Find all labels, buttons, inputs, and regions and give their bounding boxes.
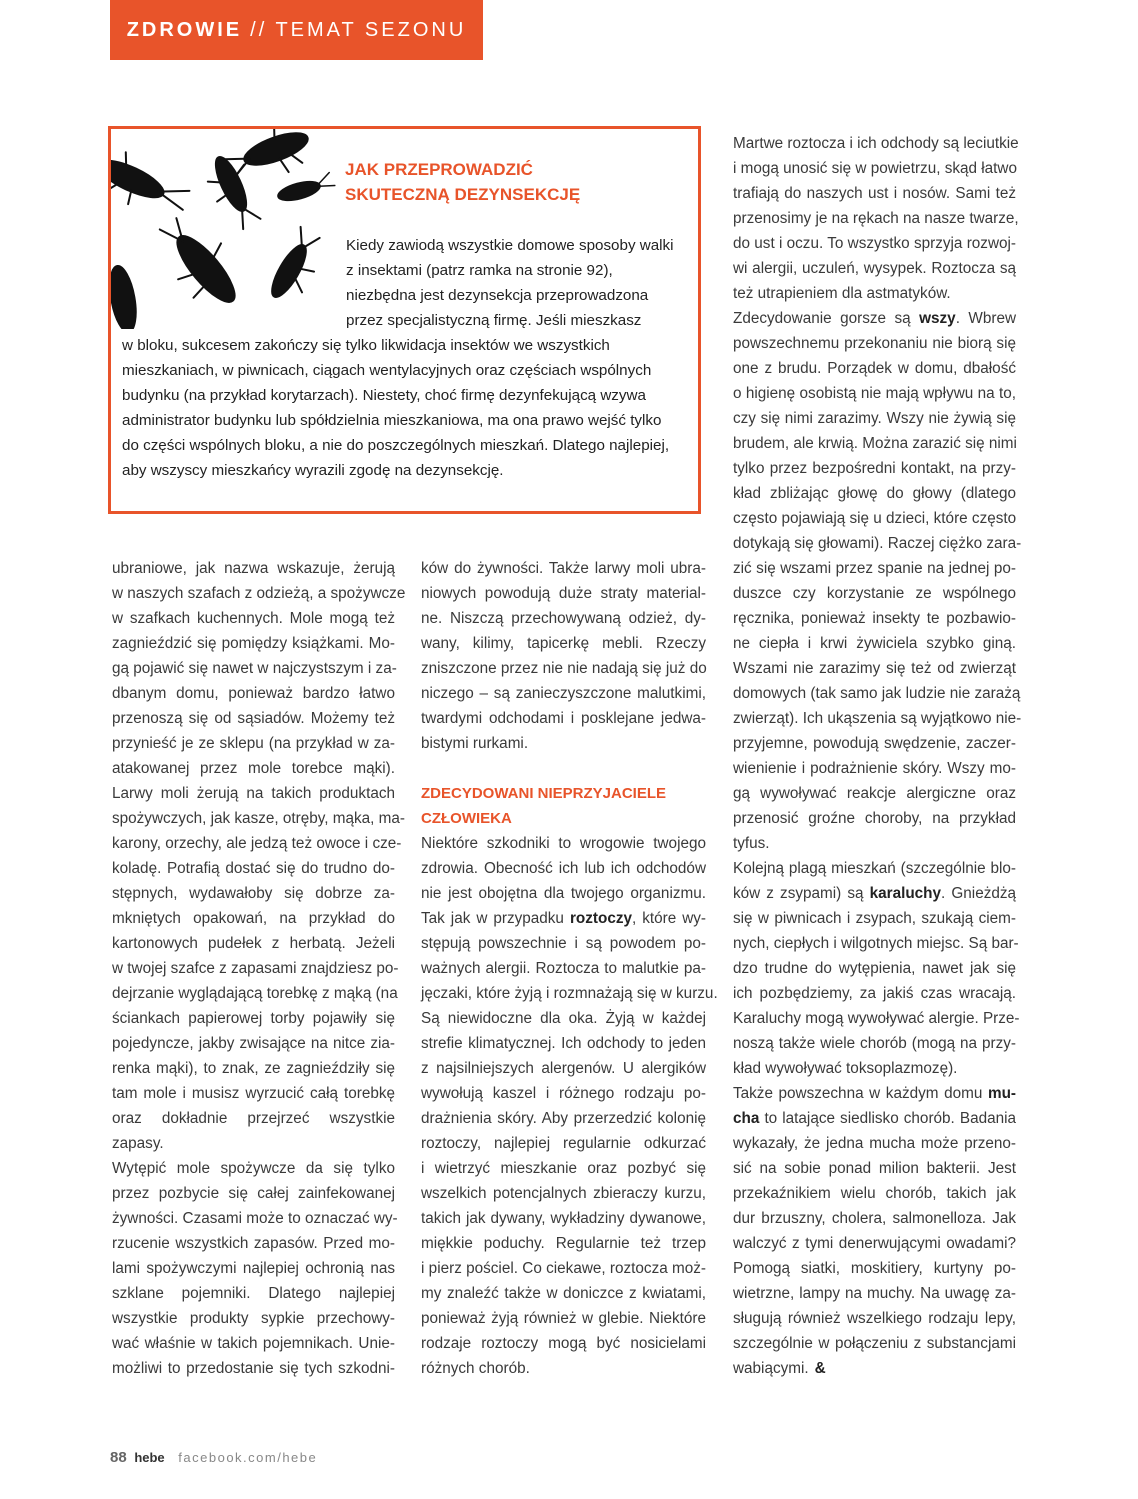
facebook-link[interactable]: facebook.com/hebe <box>178 1450 318 1465</box>
cockroach-icon <box>275 172 336 204</box>
cockroach-icon <box>111 144 195 226</box>
section-heading: ZDECYDOWANI NIEPRZYJACIELE <box>421 785 667 802</box>
box-text: Kiedy zawiodą wszystkie domowe sposoby walki z insektami (patrz ramka na stronie 92), niezbędna jest dezynsekcja przeprowadzona przez specjalistyczną firmę. Jeśli mieszkasz w bloku, sukcesem zakończy się tylko likwidacja insektów we wszystkich mieszkaniach, w piwnicach, ciągach wentylacyjnych oraz częściach wspólnych budynku (na przykład korytarzach). Niestety, choć firmę dezynfekującą wzywa administrator budynku lub spółdzielnia mieszkaniowa, ma ona prawo wejść tylko do części wspólnych bloku, a nie do poszczególnych mieszkań. Dlatego najlepiej, aby wszyscy mieszkańcy wyrazili zgodę na dezynsekcję. <box>122 237 674 479</box>
column-2: ków do żywności. Także larwy moli ubra- niowych powodują duże straty material- ne. Niszczą przechowywaną odzież, dy- wany, kilimy, tapicerkę mebli. Rzeczy zniszczone przez nie nie nadają się już do niczego – są zanieczyszczone malutkimi, twardymi odchodami i posklejane jedwa- bistymi rurkami. ZDECYDOWANI NIEPRZYJACIELE CZŁOWIEKA Niektóre szkodniki to wrogowie twojego zdrowia. Obecność ich lub ich odchodów nie jest obojętna dla twojego organizmu. Tak jak w przypadku roztoczy, które wy- stępują powszechnie i są powodem po- ważnych alergii. Roztocza to malutkie pa- jęczaki, które żyją i rozmnażają się w kurzu. Są niewidoczne dla oka. Żyją w każdej strefie klimatycznej. Ich odchody to jeden z najsilniejszych alergenów. U alergików wywołują kaszel i różnego rodzaju po- drażnienia skóry. Aby przerzedzić kolonię roztoczy, najlepiej regularnie odkurzać i wietrzyć mieszkanie oraz pozbyć się wszelkich potencjalnych zbieraczy kurzu, takich jak dywany, wykładziny dywanowe, miękkie poduchy. Regularnie też trzep i pierz pościel. Co ciekawe, roztocza moż- my znaleźć także w doniczce z kwiatami, ponieważ żyją również w glebie. Niektóre rodzaje roztoczy mogą być nosicielami różnych chorób. <box>421 560 718 1377</box>
section-topic: // TEMAT SEZONU <box>250 18 467 41</box>
end-mark-icon: & <box>814 1360 826 1377</box>
column-3: Martwe roztocza i ich odchody są leciutkie i mogą unosić się w powietrzu, skąd łatwo trafiają do naszych ust i nosów. Sami też przenosimy je na rękach na nasze twarze, do ust i oczu. To wszystko sprzyja rozwoj- wi alergii, uczuleń, wysypek. Roztocza są też utrapieniem dla astmatyków. Zdecydowanie gorsze są wszy. Wbrew powszechnemu przekonaniu nie biorą się one z brudu. Porządek w domu, dbałość o higienę osobistą nie mają wpływu na to, czy się nimi zarazimy. Wszy nie żywią się brudem, ale krwią. Można zarazić się nimi tylko przez bezpośredni kontakt, na przy- kład zbliżając głowę do głowy (dlatego często pojawiają się u dzieci, które często dotykają się głowami). Raczej ciężko zara- zić się wszami przez spanie na jednej po- duszce czy korzystanie ze wspólnego ręcznika, ponieważ insekty te pozbawio- ne ciepła i krwi żywiciela szybko giną. Wszami nie zarazimy się też od zwierząt domowych (tak samo jak ludzie nie zarażą zwierząt). Ich ukąszenia są wyjątkowo nie- przyjemne, powodują swędzenie, zaczer- wienienie i podrażnienie skóry. Wszy mo- gą wywoływać reakcje alergiczne oraz przenosić groźne choroby, na przykład tyfus. Kolejną plagą mieszkań (szczególnie blo- ków z zsypami) są karaluchy. Gnieżdżą się w piwnicach i zsypach, szukają ciem- nych, ciepłych i wilgotnych miejsc. Są bar- dzo trudne do wytępienia, nawet jak się ich pozbędziemy, za jakiś czas wracają. Karaluchy mogą wywoływać alergie. Prze- noszą także wiele chorób (mogą na przy- kład wywoływać toksoplazmozę). Także powszechna w każdym domu mu- cha to latające siedlisko chorób. Badania wykazały, że jedna mucha może przeno- sić na sobie ponad milion bakterii. Jest przekaźnikiem wielu chorób, takich jak dur brzuszny, cholera, salmonelloza. Jak walczyć z tymi denerwującymi owadami? Pomogą siatki, moskitiery, kurtyny po- wietrzne, lampy na muchy. Na uwagę za- sługują również wszelkiego rodzaju lepy, szczególnie w połączeniu z substancjami wabiącymi. & <box>733 131 1016 1381</box>
brand-logo: hebe <box>134 1450 165 1465</box>
section-tag <box>110 0 483 60</box>
column-1: ubraniowe, jak nazwa wskazuje, żerują w naszych szafach z odzieżą, a spożywcze w szafkach kuchennych. Mole mogą też zagnieździć się pomiędzy książkami. Mo- gą pojawić się nawet w najczystszym i za- dbanym domu, ponieważ bardzo łatwo przenoszą się od sąsiadów. Możemy też przynieść je ze sklepu (na przykład w za- atakowanej przez mole torebce mąki). Larwy moli żerują na takich produktach spożywczych, jak kasze, otręby, mąka, ma- karony, orzechy, ale jedzą też owoce i cze- koladę. Potrafią dostać się do trudno do- stępnych, wydawałoby się dobrze za- mkniętych opakowań, na przykład do kartonowych pudełek z herbatą. Jeżeli w twojej szafce z zapasami znajdziesz po- dejrzanie wyglądającą torebkę z mąką (na ściankach papierowej torby pojawiły się pojedyncze, jakby zwisające na nitce zia- renka mąki), to znak, ze zagnieździły się tam mole i musisz wyrzucić całą torebkę oraz dokładnie przejrzeć wszystkie zapasy. Wytępić mole spożywcze da się tylko przez pozbycie się całej zainfekowanej żywności. Czasami może to oznaczać wy- rzucenie wszystkich zapasów. Przed mo- lami spożywczymi najlepiej ochronią nas szklane pojemniki. Dlatego najlepiej wszystkie produkty sypkie przechowy- wać właśnie w takich pojemnikach. Unie- możliwi to przedostanie się tych szkodni- <box>112 560 406 1377</box>
page-footer <box>110 1449 317 1466</box>
section-name: ZDROWIE <box>126 18 243 41</box>
section-heading-2: CZŁOWIEKA <box>421 810 512 827</box>
box-title: JAK PRZEPROWADZIĆ SKUTECZNĄ DEZYNSEKCJĘ <box>345 160 581 204</box>
page-number: 88 <box>110 1449 127 1466</box>
